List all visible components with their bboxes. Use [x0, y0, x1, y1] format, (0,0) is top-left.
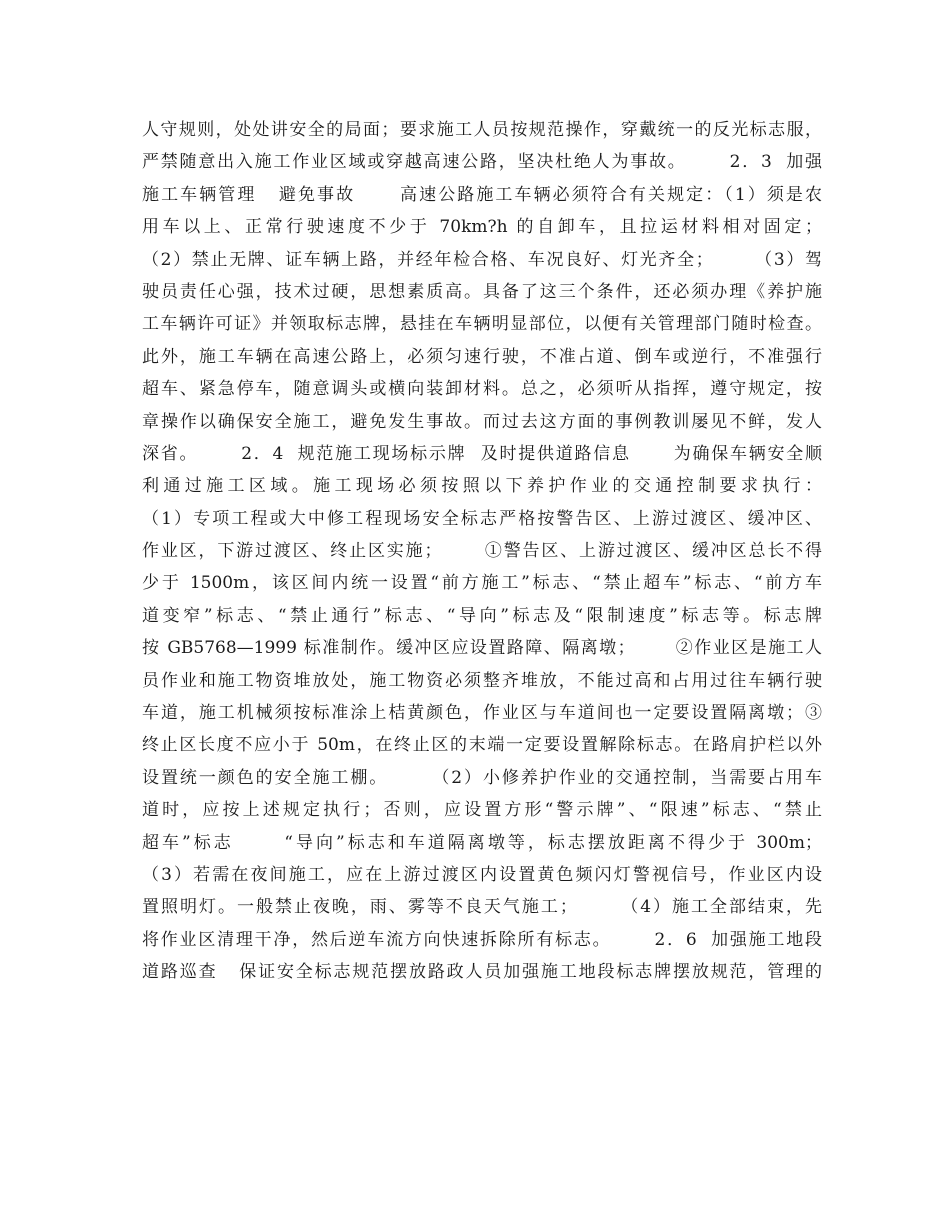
- text-line-23: 超车”标志 “导向”标志和车道隔离墩等，标志摆放距离不得少于 300m；: [142, 832, 822, 853]
- text-line-16: 道变窄”标志、“禁止通行”标志、“导向”标志及“限制速度”标志等。标志牌: [142, 605, 822, 626]
- text-line-27: 道路巡查 保证安全标志规范摆放路政人员加强施工地段标志牌摆放规范，管理的: [142, 962, 822, 983]
- text-line-2: 严禁随意出入施工作业区域或穿越高速公路，坚决杜绝人为事故。 2．3 加强: [142, 152, 822, 173]
- text-line-9: 超车、紧急停车，随意调头或横向装卸材料。总之，必须听从指挥，遵守规定，按: [142, 379, 822, 400]
- text-line-17: 按 GB5768—1999 标准制作。缓冲区应设置路障、隔离墩； ②作业区是施工人: [142, 638, 822, 659]
- text-line-14: 作业区，下游过渡区、终止区实施； ①警告区、上游过渡区、缓冲区总长不得: [142, 541, 822, 562]
- text-line-3: 施工车辆管理 避免事故 高速公路施工车辆必须符合有关规定：（1）须是农: [142, 184, 822, 205]
- text-line-4: 用车以上、正常行驶速度不少于 70km?h 的自卸车，且拉运材料相对固定；: [142, 217, 822, 238]
- text-line-6: 驶员责任心强，技术过硬，思想素质高。具备了这三个条件，还必须办理《养护施: [142, 281, 822, 302]
- text-line-26: 将作业区清理干净，然后逆车流方向快速拆除所有标志。 2．6 加强施工地段: [142, 929, 822, 950]
- text-line-19: 车道，施工机械须按标准涂上桔黄颜色，作业区与车道间也一定要设置隔离墩；③: [142, 703, 822, 724]
- text-line-25: 置照明灯。一般禁止夜晚，雨、雾等不良天气施工； （4）施工全部结束，先: [142, 897, 822, 918]
- body-text: [142, 114, 822, 989]
- text-line-24: （3）若需在夜间施工，应在上游过渡区内设置黄色频闪灯警视信号，作业区内设: [142, 864, 822, 885]
- text-line-22: 道时，应按上述规定执行；否则，应设置方形“警示牌”、“限速”标志、“禁止: [142, 800, 822, 821]
- text-line-21: 设置统一颜色的安全施工棚。 （2）小修养护作业的交通控制，当需要占用车: [142, 767, 822, 788]
- text-line-10: 章操作以确保安全施工，避免发生事故。而过去这方面的事例教训屡见不鲜，发人: [142, 411, 822, 432]
- text-line-20: 终止区长度不应小于 50m，在终止区的末端一定要设置解除标志。在路肩护栏以外: [142, 735, 822, 756]
- text-line-11: 深省。 2．4 规范施工现场标示牌 及时提供道路信息 为确保车辆安全顺: [142, 443, 822, 464]
- text-line-13: （1）专项工程或大中修工程现场安全标志严格按警告区、上游过渡区、缓冲区、: [142, 508, 822, 529]
- text-line-12: 利通过施工区域。施工现场必须按照以下养护作业的交通控制要求执行：: [142, 476, 822, 497]
- text-line-15: 少于 1500m，该区间内统一设置“前方施工”标志、“禁止超车”标志、“前方车: [142, 573, 822, 594]
- text-line-5: （2）禁止无牌、证车辆上路，并经年检合格、车况良好、灯光齐全； （3）驾: [142, 249, 822, 270]
- text-line-1: 人守规则，处处讲安全的局面；要求施工人员按规范操作，穿戴统一的反光标志服，: [142, 120, 822, 140]
- text-line-8: 此外，施工车辆在高速公路上，必须匀速行驶，不准占道、倒车或逆行，不准强行: [142, 346, 822, 367]
- text-line-7: 工车辆许可证》并领取标志牌，悬挂在车辆明显部位，以便有关管理部门随时检查。: [142, 314, 822, 335]
- text-line-18: 员作业和施工物资堆放处，施工物资必须整齐堆放，不能过高和占用过往车辆行驶: [142, 670, 822, 691]
